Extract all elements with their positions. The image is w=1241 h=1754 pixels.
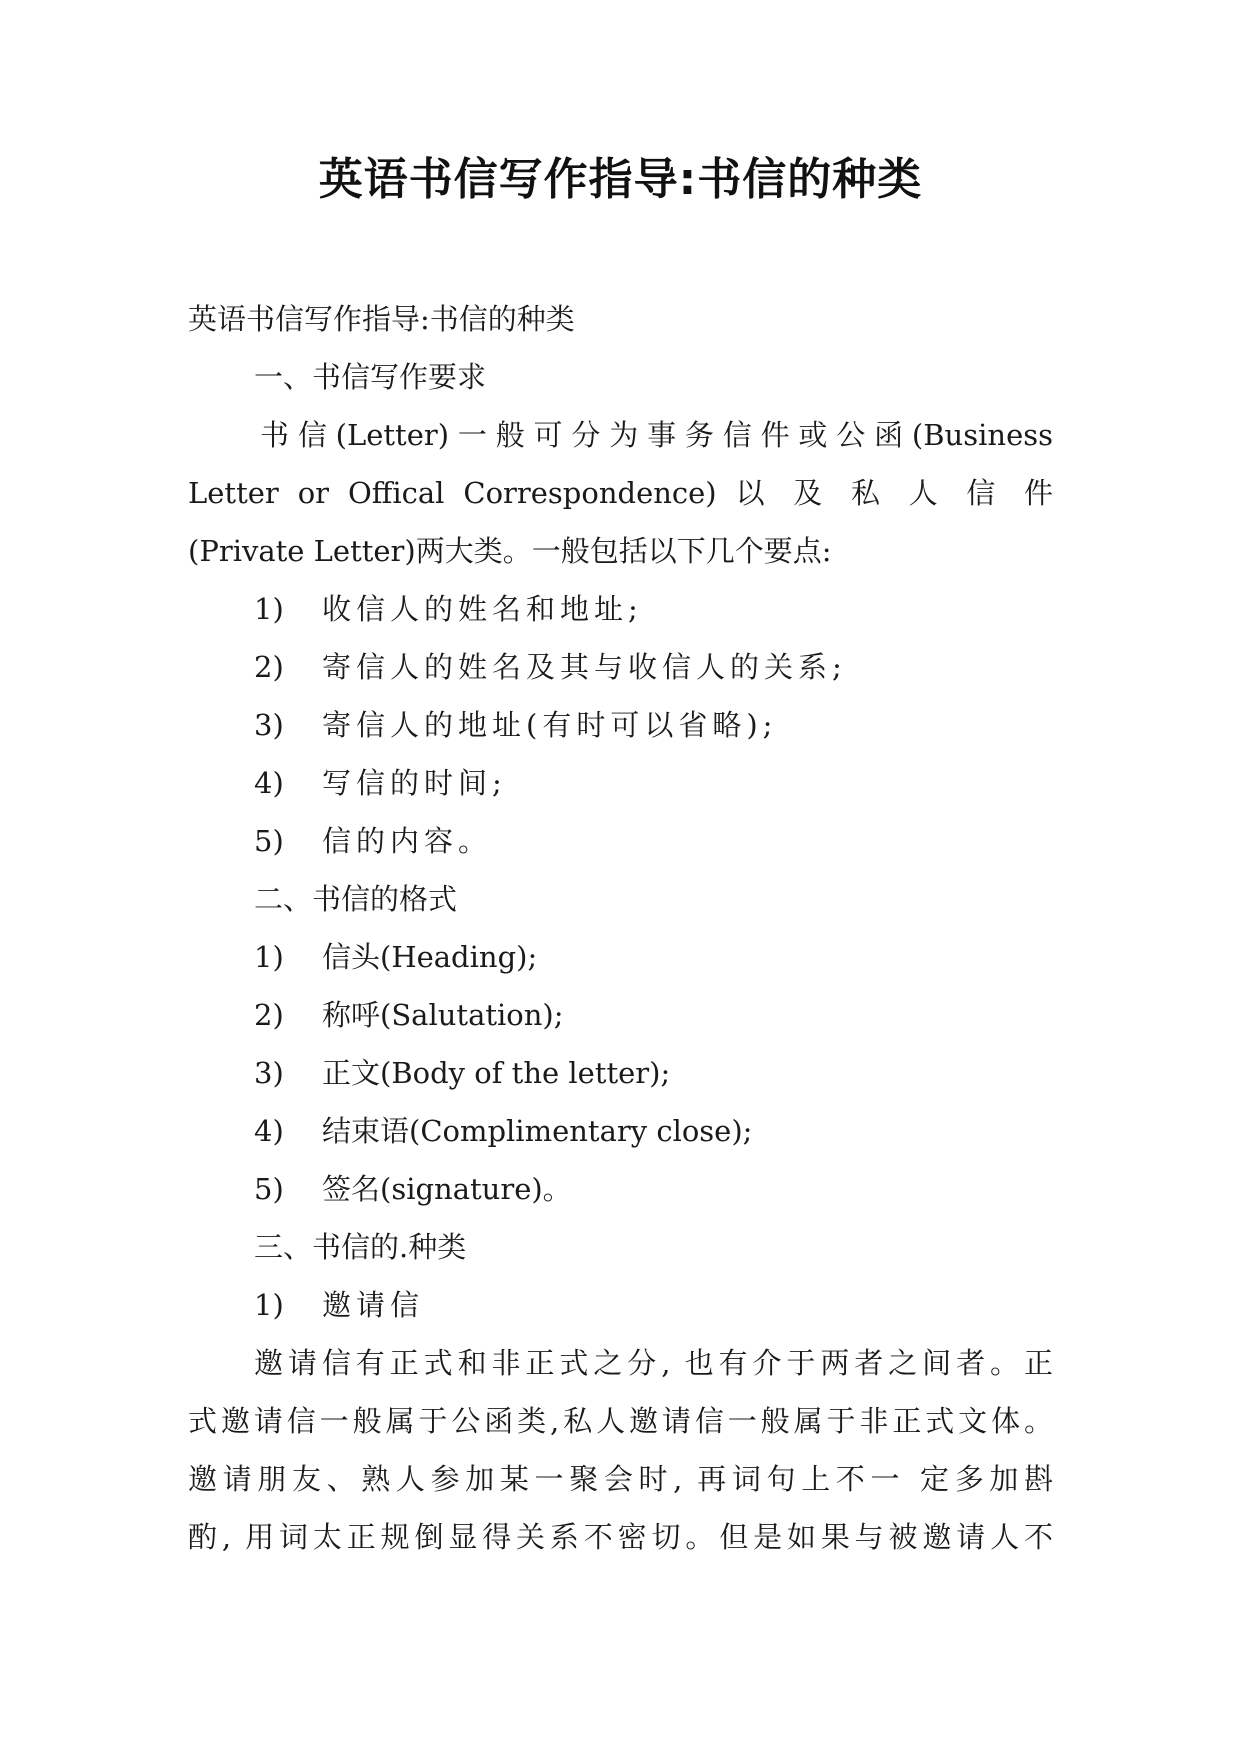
intro-line-1: 书信(Letter)一般可分为事务信件或公函(Business [260,418,1053,452]
document-body [188,290,1053,1566]
list-item-text: 寄信人的地址(有时可以省略); [322,708,778,742]
list-item [188,1276,1053,1334]
list-item-number: 1) [254,1288,284,1322]
list-item-text: 邀请信 [322,1288,425,1322]
list-item-number: 4) [254,1114,284,1148]
section-heading-2: 二、书信的格式 [254,882,458,916]
list-item [188,696,1053,754]
intro-line-3: (Private Letter)两大类。一般包括以下几个要点: [188,534,832,568]
list-item-number: 2) [254,650,284,684]
list-item-text: 正文(Body of the letter); [322,1056,671,1090]
list-item-number: 2) [254,998,284,1032]
list-item-number: 1) [254,940,284,974]
section-heading-1: 一、书信写作要求 [254,360,487,394]
list-item-text: 寄信人的姓名及其与收信人的关系; [322,650,847,684]
list-item-text: 信的内容。 [322,824,493,858]
list-item [188,1160,1053,1218]
list-item [188,638,1053,696]
list-item [188,986,1053,1044]
list-item-number: 5) [254,824,284,858]
list-item-number: 4) [254,766,284,800]
list-item-text: 写信的时间; [322,766,507,800]
list-item-number: 1) [254,592,284,626]
list-item-number: 5) [254,1172,284,1206]
list-item-text: 称呼(Salutation); [322,998,564,1032]
list-item [188,1102,1053,1160]
list-item-text: 结束语(Complimentary close); [322,1114,753,1148]
list-item [188,928,1053,986]
list-item [188,754,1053,812]
list-item-text: 收信人的姓名和地址; [322,592,643,626]
paragraph-line-2: 式邀请信一般属于公函类,私人邀请信一般属于非正式文体。 [188,1404,1053,1438]
document-subtitle: 英语书信写作指导:书信的种类 [188,302,575,336]
paragraph-line-4: 酌, 用词太正规倒显得关系不密切。但是如果与被邀请人不 [188,1520,1053,1554]
paragraph-line-3: 邀请朋友、熟人参加某一聚会时, 再词句上不一 定多加斟 [188,1462,1053,1496]
intro-line-2: Letter or Offical Correspondence) 以 及 私 人 信 件 [188,476,1053,510]
list-item [188,812,1053,870]
list-item-number: 3) [254,1056,284,1090]
list-item [188,580,1053,638]
list-item-text: 信头(Heading); [322,940,538,974]
section-heading-3: 三、书信的.种类 [254,1230,467,1264]
paragraph-line-1: 邀请信有正式和非正式之分, 也有介于两者之间者。正 [254,1346,1053,1380]
list-item-text: 签名(signature)。 [322,1172,572,1206]
list-item [188,1044,1053,1102]
list-item-number: 3) [254,708,284,742]
document-title: 英语书信写作指导:书信的种类 [318,154,923,205]
